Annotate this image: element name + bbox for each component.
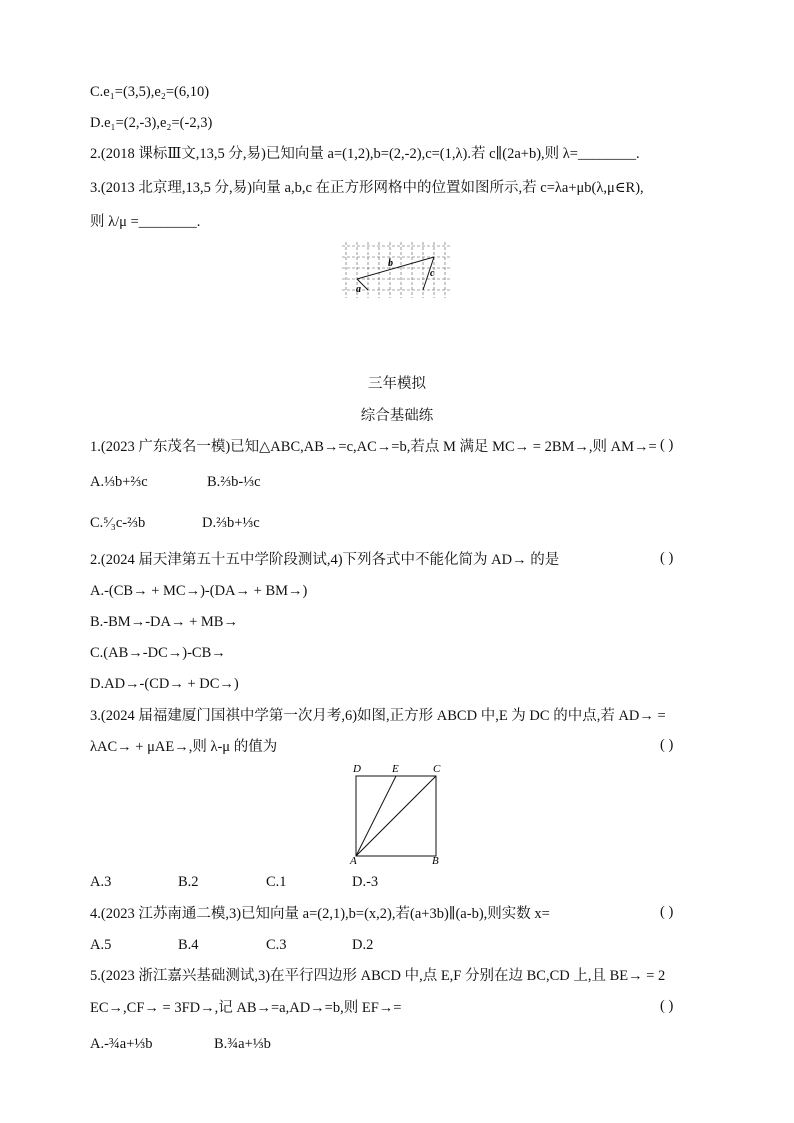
q3-option-d: D.-3	[352, 874, 379, 890]
q3-option-c: C.1	[266, 874, 287, 890]
label-d: D	[353, 763, 361, 775]
label-c: C	[433, 763, 441, 775]
q1-option-a: A.⅓b+⅔c	[90, 474, 148, 490]
option-c-prev: C.e₁=(3,5),e₂=(6,10)	[90, 84, 210, 100]
q5-stem-line1: 5.(2023 浙江嘉兴基础测试,3)在平行四边形 ABCD 中,点 E,F 分别在边 BC,CD 上,且 BE→ = 2	[90, 968, 666, 984]
q3-option-b: B.2	[178, 874, 199, 890]
label-b: B	[432, 855, 439, 866]
q2-option-a: A.-(CB→ + MC→)-(DA→ + BM→)	[90, 583, 308, 599]
q3-stem-line1: 3.(2024 届福建厦门国祺中学第一次月考,6)如图,正方形 ABCD 中,E 为 DC 的中点,若 AD→ =	[90, 708, 666, 724]
grid-label-c: c	[430, 268, 435, 279]
q5-option-a: A.-¾a+⅓b	[90, 1036, 153, 1052]
q4-option-c: C.3	[266, 937, 287, 953]
q3-stem-line2: λAC→ + μAE→,则 λ-μ 的值为	[90, 739, 278, 755]
q2-option-b: B.-BM→-DA→ + MB→	[90, 614, 238, 630]
q1-stem: 1.(2023 广东茂名一模)已知△ABC,AB→=c,AC→=b,若点 M 满足 MC→ = 2BM→,则 AM→=	[90, 439, 657, 455]
q2-option-d: D.AD→-(CD→ + DC→)	[90, 676, 239, 692]
q3-answer-paren: ( )	[660, 737, 674, 753]
q4-answer-paren: ( )	[660, 904, 674, 920]
q2-option-c: C.(AB→-DC→)-CB→	[90, 645, 226, 661]
label-a: A	[350, 855, 357, 866]
question-3-prev-line1: 3.(2013 北京理,13,5 分,易)向量 a,b,c 在正方形网格中的位置如图所示,若 c=λa+μb(λ,μ∈R),	[90, 180, 644, 196]
question-3-prev-line2: 则 λ/μ =________.	[90, 214, 201, 230]
question-2-prev: 2.(2018 课标Ⅲ文,13,5 分,易)已知向量 a=(1,2),b=(2,-2),c=(1,λ).若 c∥(2a+b),则 λ=________.	[90, 146, 640, 162]
q2-answer-paren: ( )	[660, 550, 674, 566]
q5-answer-paren: ( )	[660, 998, 674, 1014]
option-d-prev: D.e₁=(2,-3),e₂=(-2,3)	[90, 115, 213, 131]
q1-option-d: D.⅔b+⅓c	[202, 515, 260, 531]
grid-label-a: a	[356, 284, 361, 295]
section-title: 三年模拟	[368, 376, 426, 392]
q5-stem-line2: EC→,CF→ = 3FD→,记 AB→=a,AD→=b,则 EF→=	[90, 1000, 402, 1016]
q5-option-b: B.¾a+⅓b	[214, 1036, 271, 1052]
q1-option-c: C.⁵⁄₃c-⅔b	[90, 515, 146, 531]
q1-option-b: B.⅔b-⅓c	[207, 474, 261, 490]
q4-option-a: A.5	[90, 937, 112, 953]
vector-grid-figure	[340, 242, 452, 300]
q4-option-d: D.2	[352, 937, 374, 953]
q4-option-b: B.4	[178, 937, 199, 953]
q1-answer-paren: ( )	[660, 437, 674, 453]
square-abcd-figure	[348, 760, 448, 866]
label-e: E	[392, 763, 399, 775]
q2-stem: 2.(2024 届天津第五十五中学阶段测试,4)下列各式中不能化简为 AD→ 的是	[90, 552, 560, 568]
q4-stem: 4.(2023 江苏南通二模,3)已知向量 a=(2,1),b=(x,2),若(a+3b)∥(a-b),则实数 x=	[90, 906, 550, 922]
section-subtitle: 综合基础练	[360, 408, 434, 424]
q3-option-a: A.3	[90, 874, 112, 890]
grid-label-b: b	[388, 258, 393, 269]
